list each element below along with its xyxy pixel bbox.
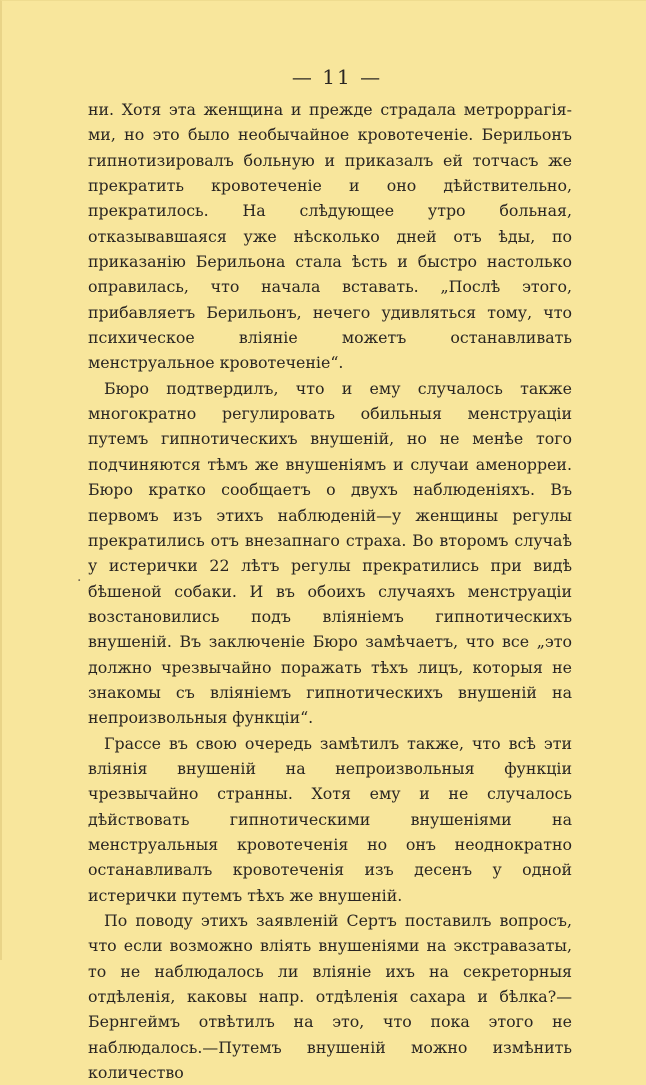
paragraph: ни. Хотя эта женщина и прежде страдала метроррагія-ми, но это было необычайное кровотеченіе. Берильонъ гипнотизировалъ больную и приказалъ ей тотчасъ же прекратить кровотеченіе и оно дѣйствительно, прекратилось. На слѣдующее утро больная, отказывавшаяся уже нѣсколько дней отъ ѣды, по приказанію Берильона стала ѣсть и быстро настолько оправилась, что начала вставать. „Послѣ этого, прибавляетъ Берильонъ, нечего удивляться тому, что психическое вліяніе можетъ останавливать менструальное кровотеченіе“. xyxy=(88,100,572,373)
paragraph: Бюро подтвердилъ, что и ему случалось также многократно регулировать обильныя менструаціи путемъ гипнотическихъ внушеній, но не менѣе того подчиняются тѣмъ же внушеніямъ и случаи аменорреи. Бюро кратко сообщаетъ о двухъ наблюденіяхъ. Въ первомъ изъ этихъ наблюденій—у женщины регулы прекратились отъ внезапнаго страха. Во второмъ случаѣ у истерички 22 лѣтъ регулы прекратились при видѣ бѣшеной собаки. И въ обоихъ случаяхъ менструаціи возстановились подъ вліяніемъ гипнотическихъ внушеній. Въ заключеніе Бюро замѣчаетъ, что все „это должно чрезвычайно поражать тѣхъ лицъ, которыя не знакомы съ вліяніемъ гипнотическихъ внушеній на непроизвольныя функціи“. xyxy=(88,378,572,728)
paragraph: По поводу этихъ заявленій Сертъ поставилъ вопросъ, что если возможно вліять внушеніями на экстравазаты, то не наблюдалось ли вліяніе ихъ на секреторныя отдѣленія, каковы напр. отдѣленія сахара и бѣлка?— Бернгеймъ отвѣтилъ на это, что пока этого не наблюдалось.—Путемъ внушеній можно измѣнить количество xyxy=(88,911,572,1083)
margin-mark: · xyxy=(77,573,82,589)
paragraph: Грассе въ свою очередь замѣтилъ также, что всѣ эти вліянія внушеній на непроизвольныя функціи чрезвычайно странны. Хотя ему и не случалось дѣйствовать гипнотическими внушеніями на менструальныя кровотеченія но онъ неоднократно останавливалъ кровотеченія изъ десенъ у одной истерички путемъ тѣхъ же внушеній. xyxy=(88,733,572,905)
body-text xyxy=(88,97,572,1085)
page-number: — 11 — xyxy=(291,65,383,89)
